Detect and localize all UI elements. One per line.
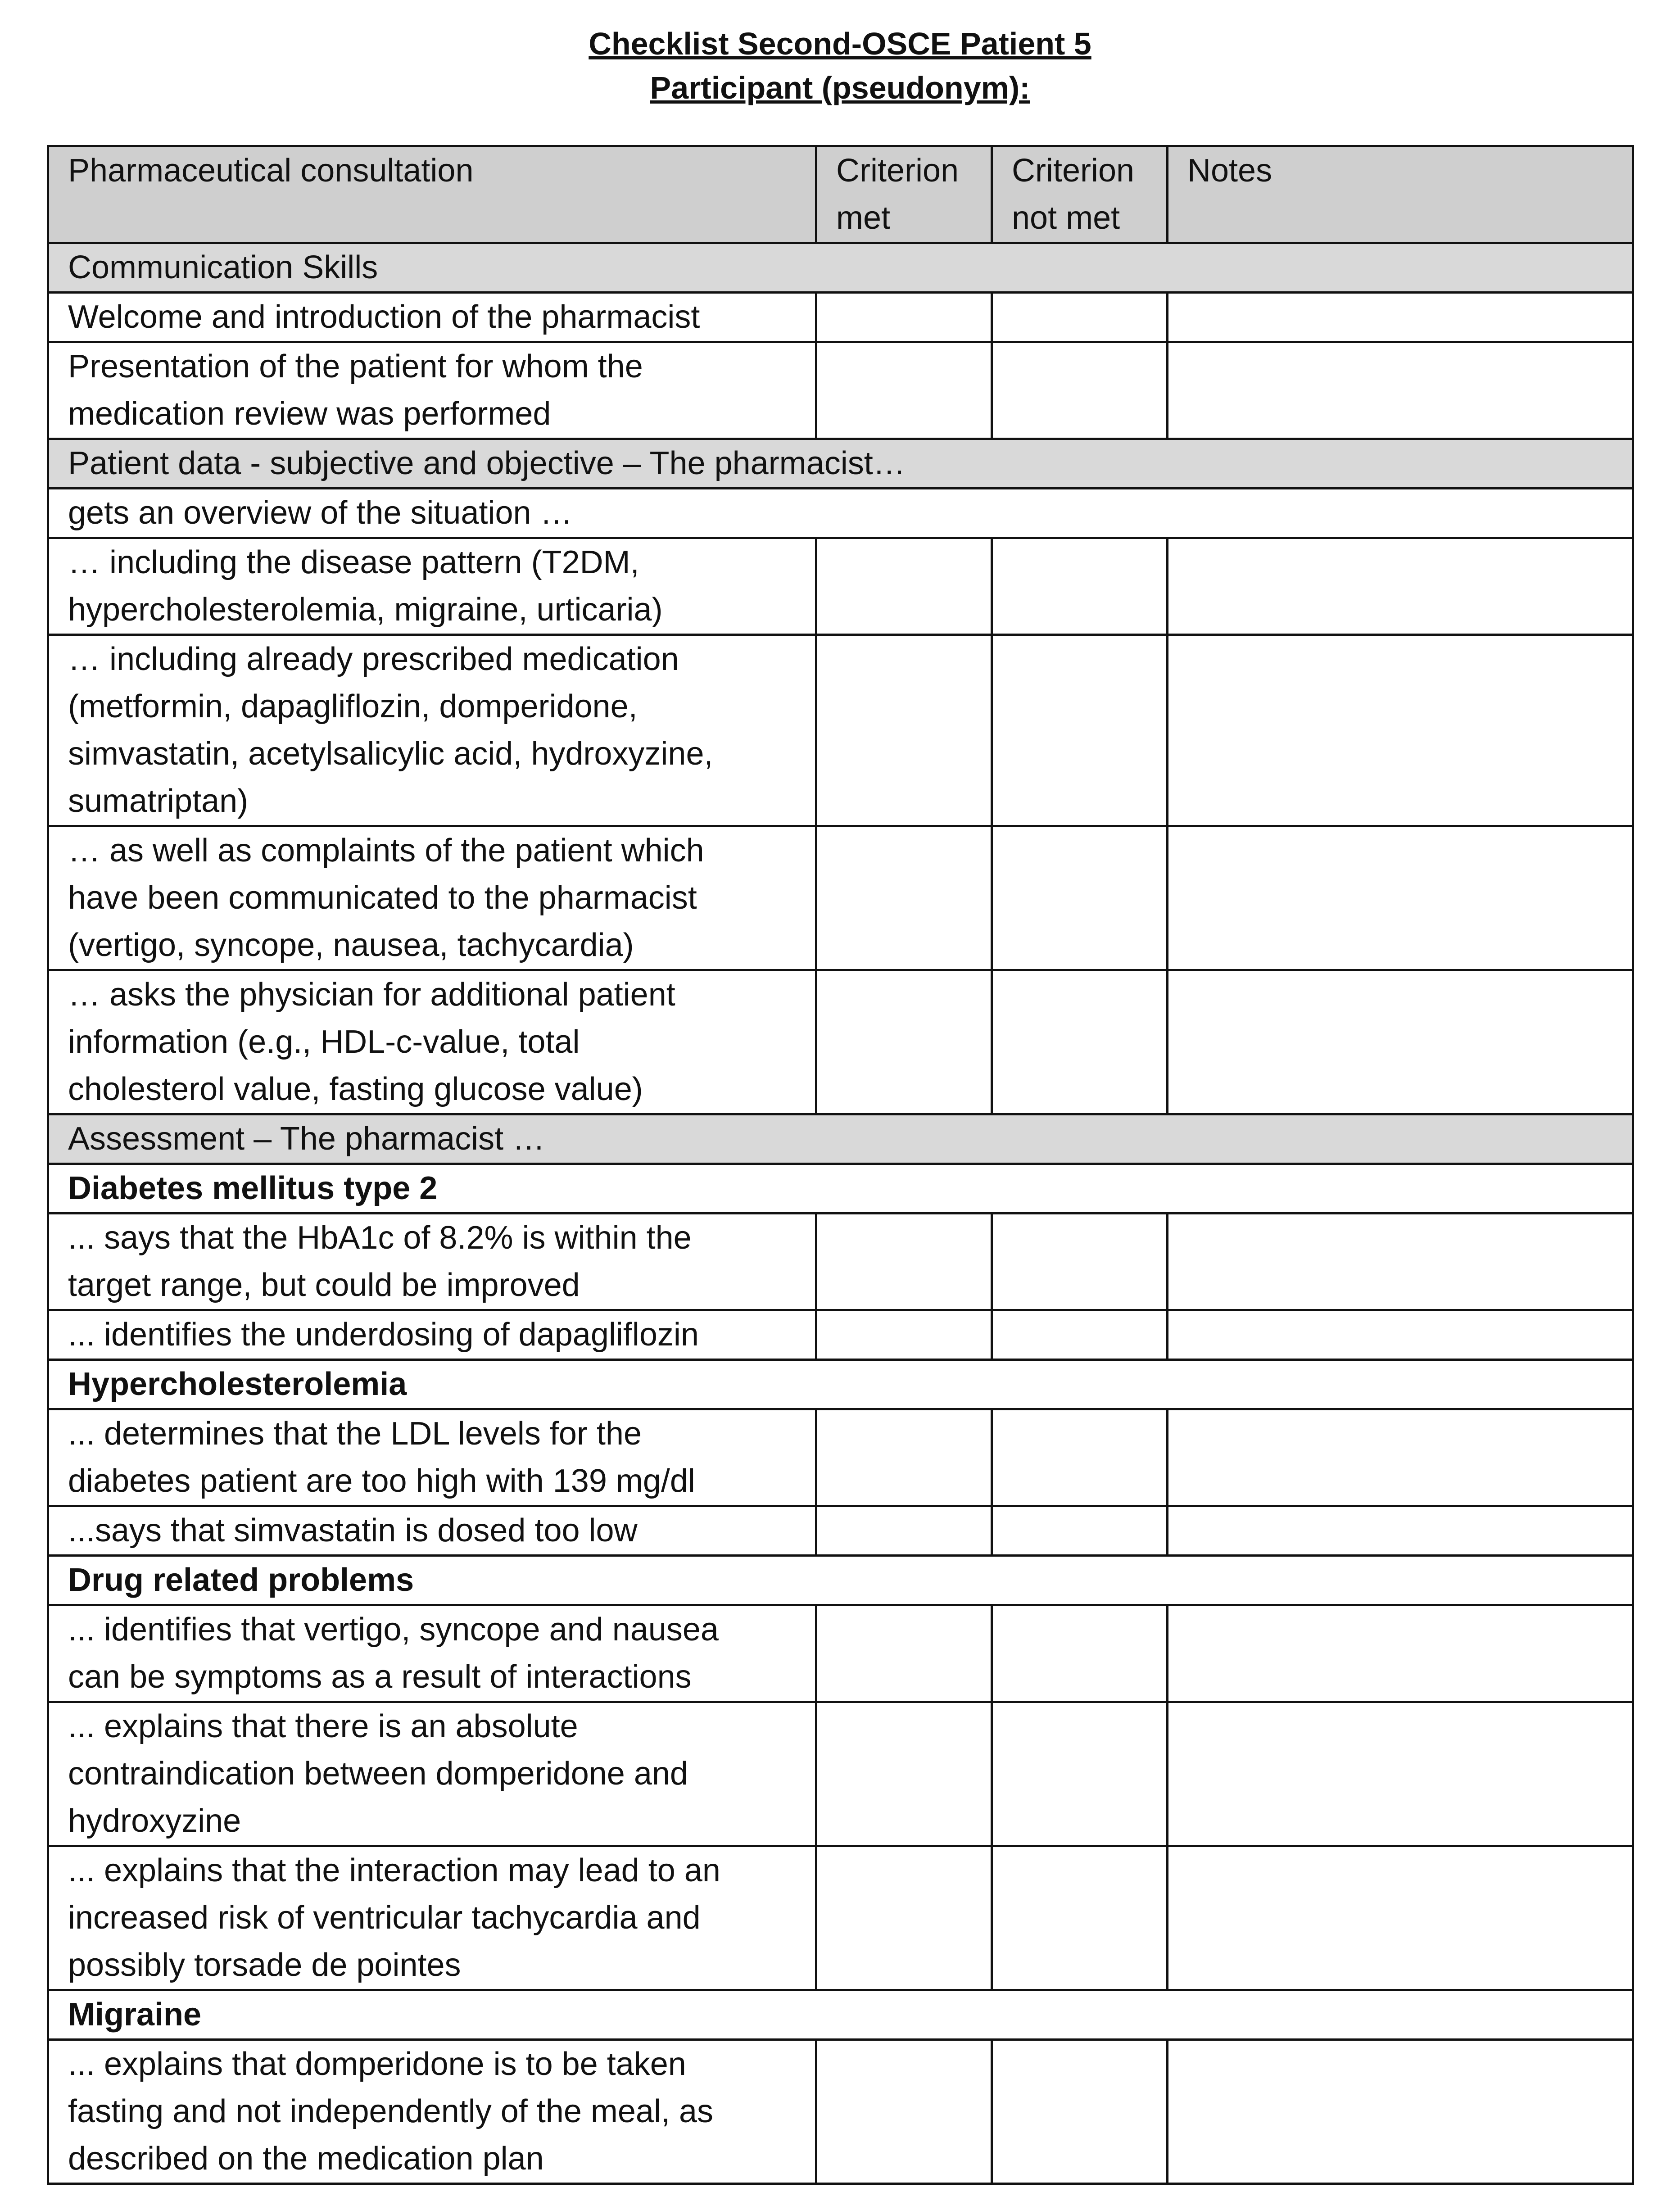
criterion-text <box>48 635 816 826</box>
criterion-text <box>48 538 816 635</box>
header-notes: Notes <box>1168 146 1633 243</box>
text-line: sumatriptan) <box>68 783 249 819</box>
notes-cell[interactable] <box>1168 1310 1633 1360</box>
header-criterion-met <box>816 146 992 243</box>
table-row <box>48 1214 1633 1310</box>
text-line: (vertigo, syncope, nausea, tachycardia) <box>68 927 634 963</box>
criterion-text <box>48 2040 816 2184</box>
subheading-row <box>48 1556 1633 1605</box>
criterion-text <box>48 970 816 1114</box>
criterion-not-met-cell[interactable] <box>992 342 1168 439</box>
criterion-text <box>48 1605 816 1702</box>
criterion-not-met-cell[interactable] <box>992 1409 1168 1506</box>
text-line: possibly torsade de pointes <box>68 1947 461 1983</box>
text-line: ...says that simvastatin is dosed too low <box>68 1513 638 1549</box>
criterion-not-met-cell[interactable] <box>992 1506 1168 1556</box>
notes-cell[interactable] <box>1168 538 1633 635</box>
subheading-row <box>48 1360 1633 1409</box>
text-line: Hypercholesterolemia <box>68 1366 407 1402</box>
table-row <box>48 970 1633 1114</box>
criterion-not-met-cell[interactable] <box>992 1702 1168 1846</box>
notes-cell[interactable] <box>1168 970 1633 1114</box>
header-consultation: Pharmaceutical consultation <box>48 146 816 243</box>
table-row <box>48 1409 1633 1506</box>
text-line: gets an overview of the situation … <box>68 495 573 531</box>
subheading-cell <box>48 1556 1633 1605</box>
text-line: ... identifies the underdosing of dapagliflozin <box>68 1317 699 1353</box>
criterion-text <box>48 293 816 342</box>
text-line: ... explains that domperidone is to be taken <box>68 2046 686 2082</box>
text-line: contraindication between domperidone and <box>68 1756 688 1792</box>
criterion-met-cell[interactable] <box>816 1310 992 1360</box>
subheading-cell <box>48 1164 1633 1214</box>
subheading-cell <box>48 1990 1633 2040</box>
notes-cell[interactable] <box>1168 826 1633 970</box>
text-line: ... explains that there is an absolute <box>68 1708 578 1744</box>
notes-cell[interactable] <box>1168 293 1633 342</box>
text-line: have been communicated to the pharmacist <box>68 880 697 916</box>
text-line: Patient data - subjective and objective – The pharmacist… <box>68 445 906 481</box>
criterion-met-cell[interactable] <box>816 826 992 970</box>
criterion-not-met-cell[interactable] <box>992 1846 1168 1990</box>
criterion-met-cell[interactable] <box>816 1506 992 1556</box>
criterion-met-cell[interactable] <box>816 1214 992 1310</box>
text-line: Presentation of the patient for whom the <box>68 349 643 385</box>
criterion-not-met-cell[interactable] <box>992 293 1168 342</box>
criterion-not-met-cell[interactable] <box>992 2040 1168 2184</box>
text-line: hydroxyzine <box>68 1803 241 1839</box>
criterion-not-met-cell[interactable] <box>992 970 1168 1114</box>
criterion-met-cell[interactable] <box>816 342 992 439</box>
table-row <box>48 1846 1633 1990</box>
table-row <box>48 293 1633 342</box>
header-criterion-not-met-line: not met <box>1012 200 1120 236</box>
criterion-text <box>48 826 816 970</box>
notes-cell[interactable] <box>1168 2040 1633 2184</box>
notes-cell[interactable] <box>1168 1605 1633 1702</box>
text-line: cholesterol value, fasting glucose value) <box>68 1071 643 1107</box>
document-header <box>0 22 1680 110</box>
notes-cell[interactable] <box>1168 1214 1633 1310</box>
criterion-text <box>48 1310 816 1360</box>
criterion-text <box>48 489 1633 538</box>
text-line: diabetes patient are too high with 139 mg/dl <box>68 1463 695 1499</box>
section-row <box>48 439 1633 489</box>
text-line: ... says that the HbA1c of 8.2% is within the <box>68 1220 692 1256</box>
table-row <box>48 826 1633 970</box>
criterion-not-met-cell[interactable] <box>992 1214 1168 1310</box>
criterion-text <box>48 342 816 439</box>
table-row <box>48 2040 1633 2184</box>
text-line: Diabetes mellitus type 2 <box>68 1170 438 1206</box>
text-line: fasting and not independently of the meal, as <box>68 2093 714 2129</box>
table-header-row <box>48 146 1633 243</box>
text-line: … as well as complaints of the patient which <box>68 833 704 869</box>
table-row <box>48 1702 1633 1846</box>
section-title <box>48 439 1633 489</box>
table-row <box>48 538 1633 635</box>
text-line: target range, but could be improved <box>68 1267 580 1303</box>
notes-cell[interactable] <box>1168 1409 1633 1506</box>
table-row <box>48 489 1633 538</box>
criterion-met-cell[interactable] <box>816 538 992 635</box>
notes-cell[interactable] <box>1168 1702 1633 1846</box>
subheading-row <box>48 1990 1633 2040</box>
document-title: Checklist Second-OSCE Patient 5 <box>589 26 1091 61</box>
criterion-not-met-cell[interactable] <box>992 538 1168 635</box>
text-line: … including already prescribed medication <box>68 641 679 677</box>
criterion-met-cell[interactable] <box>816 635 992 826</box>
text-line: can be symptoms as a result of interactions <box>68 1659 692 1695</box>
table-row <box>48 342 1633 439</box>
header-criterion-not-met <box>992 146 1168 243</box>
text-line: … including the disease pattern (T2DM, <box>68 544 639 580</box>
text-line: hypercholesterolemia, migraine, urticaria) <box>68 592 663 628</box>
text-line: described on the medication plan <box>68 2141 544 2177</box>
criterion-met-cell[interactable] <box>816 1702 992 1846</box>
notes-cell[interactable] <box>1168 635 1633 826</box>
text-line: Assessment – The pharmacist … <box>68 1121 545 1157</box>
text-line: … asks the physician for additional patient <box>68 977 675 1013</box>
criterion-not-met-cell[interactable] <box>992 1310 1168 1360</box>
criterion-text <box>48 1214 816 1310</box>
section-row <box>48 1114 1633 1164</box>
text-line: Migraine <box>68 1997 202 2033</box>
notes-cell[interactable] <box>1168 1846 1633 1990</box>
criterion-met-cell[interactable] <box>816 1409 992 1506</box>
criterion-met-cell[interactable] <box>816 2040 992 2184</box>
criterion-text <box>48 1409 816 1506</box>
criterion-not-met-cell[interactable] <box>992 635 1168 826</box>
header-criterion-met-line: met <box>836 200 891 236</box>
participant-label: Participant (pseudonym): <box>650 70 1030 105</box>
criterion-met-cell[interactable] <box>816 970 992 1114</box>
criterion-met-cell[interactable] <box>816 1846 992 1990</box>
header-criterion-not-met-line: Criterion <box>1012 153 1135 189</box>
criterion-text <box>48 1506 816 1556</box>
text-line: information (e.g., HDL-c-value, total <box>68 1024 580 1060</box>
text-line: ... identifies that vertigo, syncope and nausea <box>68 1612 719 1648</box>
text-line: increased risk of ventricular tachycardia and <box>68 1900 701 1936</box>
text-line: medication review was performed <box>68 396 551 432</box>
criterion-text <box>48 1846 816 1990</box>
notes-cell[interactable] <box>1168 1506 1633 1556</box>
text-line: simvastatin, acetylsalicylic acid, hydroxyzine, <box>68 736 713 772</box>
text-line: Drug related problems <box>68 1562 414 1598</box>
text-line: ... explains that the interaction may lead to an <box>68 1852 720 1889</box>
criterion-not-met-cell[interactable] <box>992 826 1168 970</box>
text-line: Communication Skills <box>68 249 378 285</box>
table-row <box>48 1605 1633 1702</box>
table-row <box>48 1310 1633 1360</box>
text-line: Welcome and introduction of the pharmacist <box>68 299 700 335</box>
criterion-met-cell[interactable] <box>816 293 992 342</box>
table-row <box>48 635 1633 826</box>
checklist-table <box>47 145 1634 2185</box>
criterion-met-cell[interactable] <box>816 1605 992 1702</box>
text-line: (metformin, dapagliflozin, domperidone, <box>68 688 638 725</box>
criterion-text <box>48 1702 816 1846</box>
section-row <box>48 243 1633 293</box>
table-row <box>48 1506 1633 1556</box>
criterion-not-met-cell[interactable] <box>992 1605 1168 1702</box>
text-line: ... determines that the LDL levels for the <box>68 1416 642 1452</box>
section-title <box>48 1114 1633 1164</box>
header-criterion-met-line: Criterion <box>836 153 959 189</box>
notes-cell[interactable] <box>1168 342 1633 439</box>
section-title <box>48 243 1633 293</box>
subheading-cell <box>48 1360 1633 1409</box>
subheading-row <box>48 1164 1633 1214</box>
